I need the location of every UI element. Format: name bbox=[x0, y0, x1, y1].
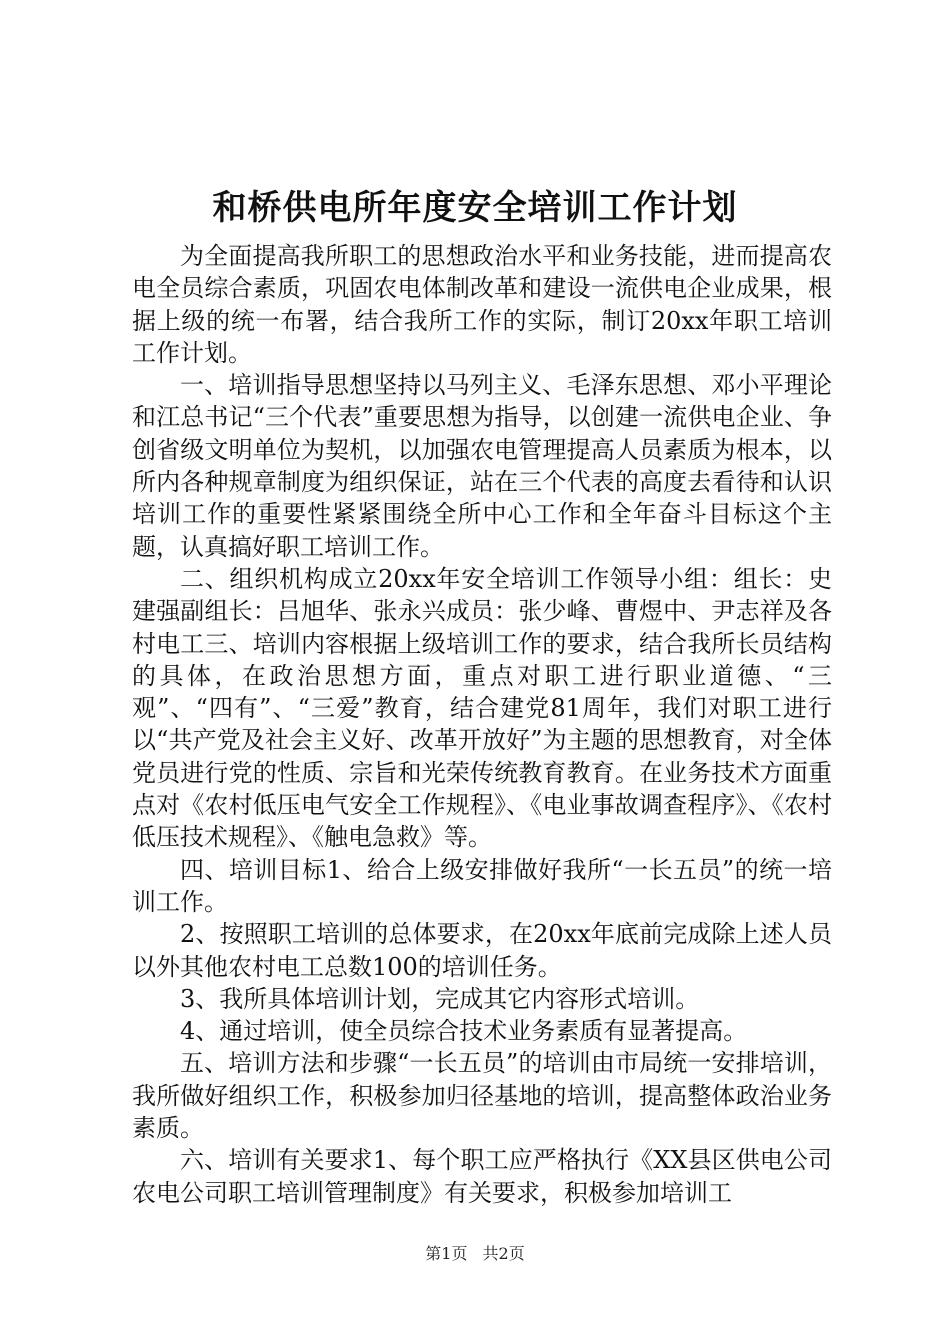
paragraph-requirements: 六、培训有关要求1、每个职工应严格执行《XX县区供电公司农电公司职工培训管理制度》有关要求，积极参加培训工 bbox=[132, 1146, 832, 1207]
paragraph-goal-2: 2、按照职工培训的总体要求，在20xx年底前完成除上述人员以外其他农村电工总数100的培训任务。 bbox=[132, 920, 832, 981]
document-title: 和桥供电所年度安全培训工作计划 bbox=[212, 188, 738, 228]
paragraph-training-goals: 四、培训目标1、给合上级安排做好我所“一长五员”的统一培训工作。 bbox=[132, 855, 832, 916]
document-body bbox=[132, 240, 832, 1209]
paragraph-guiding-ideology: 一、培训指导思想坚持以马列主义、毛泽东思想、邓小平理论和江总书记“三个代表”重要思想为指导，以创建一流供电企业、争创省级文明单位为契机，以加强农电管理提高人员素质为根本，以所内各种规章制度为组织保证，站在三个代表的高度去看待和认识培训工作的重要性紧紧围绕全所中心工作和全年奋斗目标这个主题，认真搞好职工培训工作。 bbox=[132, 371, 832, 561]
paragraph-goal-3: 3、我所具体培训计划，完成其它内容形式培训。 bbox=[180, 984, 700, 1013]
paragraph-organization-content: 二、组织机构成立20xx年安全培训工作领导小组：组长：史建强副组长：吕旭华、张永兴成员：张少峰、曹煜中、尹志祥及各村电工三、培训内容根据上级培训工作的要求，结合我所长员结构的具体，在政治思想方面，重点对职工进行职业道德、“三观”、“四有”、“三爱”教育，结合建党81周年，我们对职工进行以“共产党及社会主义好、改革开放好”为主题的思想教育，对全体党员进行党的性质、宗旨和光荣传统教育教育。在业务技术方面重点对《农村低压电气安全工作规程》、《电业事故调查程序》、《农村低压技术规程》、《触电急救》等。 bbox=[132, 564, 832, 852]
page-number: 第1页 bbox=[425, 1244, 468, 1263]
page-total: 共2页 bbox=[482, 1244, 525, 1263]
paragraph-methods-steps: 五、培训方法和步骤“一长五员”的培训由市局统一安排培训，我所做好组织工作，积极参加归径基地的培训，提高整体政治业务素质。 bbox=[132, 1049, 832, 1143]
paragraph-intro: 为全面提高我所职工的思想政治水平和业务技能，进而提高农电全员综合素质，巩固农电体制改革和建设一流供电企业成果，根据上级的统一布署，结合我所工作的实际，制订20xx年职工培训工作计划。 bbox=[132, 242, 832, 367]
paragraph-goal-4: 4、通过培训，使全员综合技术业务素质有显著提高。 bbox=[180, 1017, 748, 1046]
page-footer bbox=[0, 1244, 950, 1264]
